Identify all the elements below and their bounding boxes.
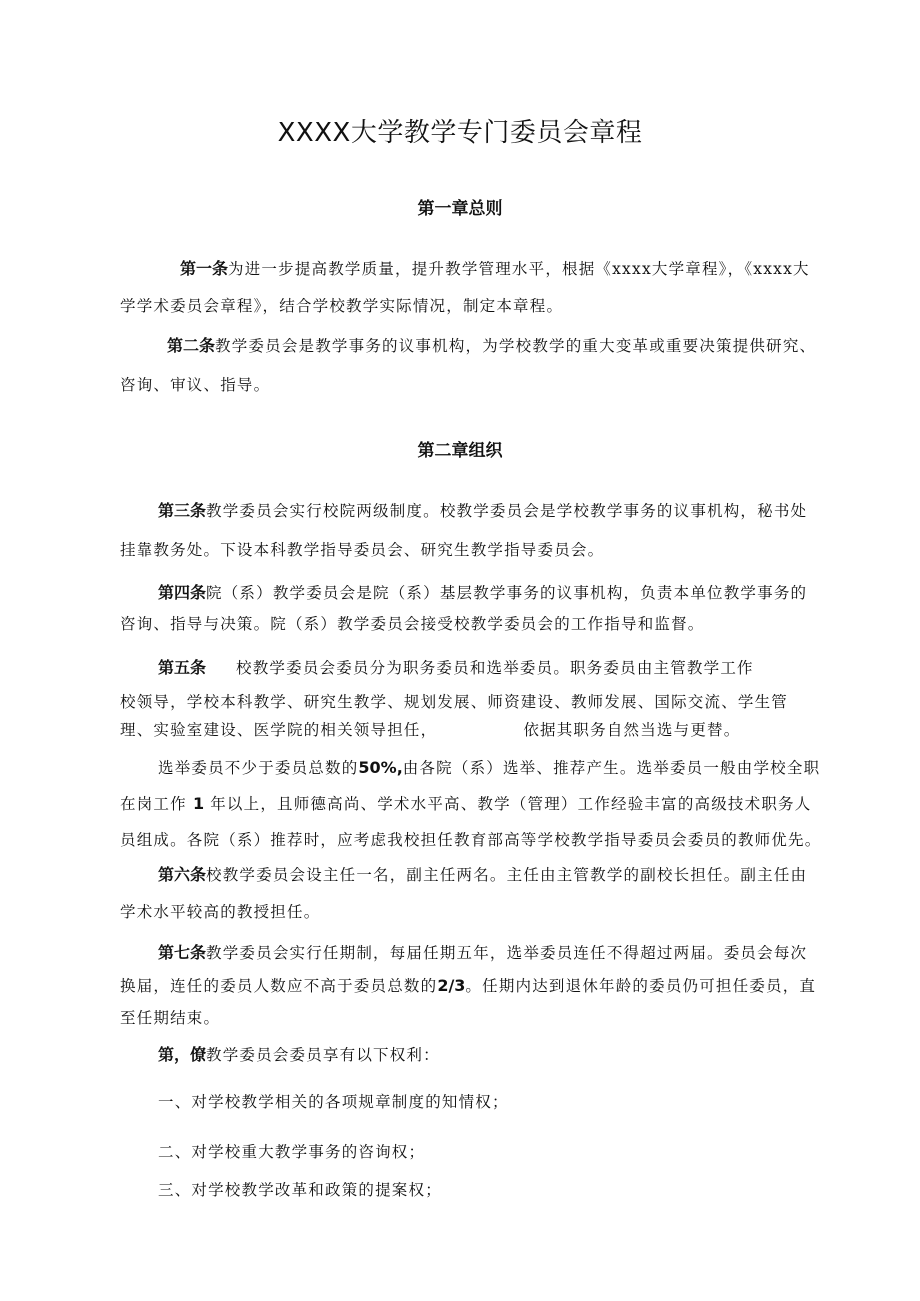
article-1-text-1: 为进一步提高教学质量，提升教学管理水平，根据《xxxx大学章程》，《xxxx大 [228, 260, 810, 278]
article-5-text-3a: 理、实验室建设、医学院的相关领导担任， [120, 721, 438, 739]
article-7-line-1 [158, 940, 807, 963]
article-4-line-2: 咨询、指导与决策。院（系）教学委员会接受校教学委员会的工作指导和监督。 [120, 615, 705, 633]
article-3-label: 第三条 [158, 501, 207, 520]
article-5-para-2-line-1 [158, 756, 820, 778]
rights-item-2: 二、对学校重大教学事务的咨询权； [158, 1143, 426, 1161]
article-4-text-1: 院（系）教学委员会是院（系）基层教学事务的议事机构，负责本单位教学事务的 [206, 584, 808, 602]
rights-item-1: 一、对学校教学相关的各项规章制度的知情权； [158, 1093, 509, 1111]
article-7-line-2 [120, 974, 816, 996]
article-7-line-3: 至任期结束。 [120, 1009, 221, 1027]
article-5-text-3b: 依据其职务自然当选与更替。 [523, 721, 741, 739]
article-7-text-1: 教学委员会实行任期制，每届任期五年，选举委员连任不得超过两届。委员会每次 [206, 944, 808, 962]
article-2-line-1 [167, 333, 816, 356]
chapter-heading-1: 第一章总则 [417, 199, 503, 219]
article-6-line-2: 学术水平较高的教授担任。 [120, 903, 321, 921]
page-title: XXXX大学教学专门委员会章程 [277, 118, 643, 148]
article-6-text-1: 校教学委员会设主任一名，副主任两名。主任由主管教学的副校长担任。副主任由 [206, 866, 808, 884]
article-1-line-1 [180, 256, 810, 279]
article-8-text: 教学委员会委员享有以下权利： [206, 1046, 440, 1064]
article-5-p2-percent: 50%, [358, 758, 403, 777]
rights-item-3: 三、对学校教学改革和政策的提案权； [158, 1181, 442, 1199]
article-7-text-2a: 换届，连任的委员人数应不高于委员总数的 [120, 977, 438, 995]
article-5-p2-text-2b: 年以上，且师德高尚、学术水平高、教学（管理）工作经验丰富的高级技术职务人 [210, 795, 812, 813]
article-3-text-1: 教学委员会实行校院两级制度。校教学委员会是学校教学事务的议事机构，秘书处 [206, 502, 808, 520]
article-4-line-1 [158, 580, 807, 603]
chapter-heading-2: 第二章组织 [417, 441, 503, 461]
article-5-p2-number: 1 [192, 794, 205, 813]
article-6-label: 第六条 [158, 865, 207, 884]
article-5-text-1: 校教学委员会委员分为职务委员和选举委员。职务委员由主管教学工作 [236, 659, 754, 677]
article-7-label: 第七条 [158, 943, 207, 962]
article-4-label: 第四条 [158, 583, 207, 602]
article-5-p2-text-2a: 在岗工作 [120, 795, 187, 813]
article-6-line-1 [158, 862, 807, 885]
article-5-line-1 [158, 655, 754, 678]
article-1-line-2: 学学术委员会章程》，结合学校教学实际情况，制定本章程。 [120, 297, 564, 315]
article-3-line-2: 挂靠教务处。下设本科教学指导委员会、研究生教学指导委员会。 [120, 541, 605, 559]
article-2-label: 第二条 [167, 336, 216, 355]
article-3-line-1 [158, 498, 807, 521]
article-7-fraction: 2/3 [437, 976, 466, 995]
article-5-line-2: 校领导，学校本科教学、研究生教学、规划发展、师资建设、教师发展、国际交流、学生管 [120, 693, 789, 711]
article-5-p2-text-1a: 选举委员不少于委员总数的 [158, 759, 359, 777]
article-8-label: 第，僚 [158, 1045, 207, 1064]
article-5-line-3 [120, 718, 740, 740]
article-7-text-2b: 。任期内达到退休年龄的委员仍可担任委员，直 [465, 977, 817, 995]
article-2-line-2: 咨询、审议、指导。 [120, 376, 271, 394]
article-5-p2-text-1b: 由各院（系）选举、推荐产生。选举委员一般由学校全职 [402, 759, 821, 777]
article-1-label: 第一条 [180, 259, 229, 278]
article-2-text-1: 教学委员会是教学事务的议事机构，为学校教学的重大变革或重要决策提供研究、 [215, 337, 817, 355]
article-5-para-2-line-2 [120, 792, 811, 814]
article-5-label: 第五条 [158, 658, 207, 677]
article-5-para-2-line-3: 员组成。各院（系）推荐时，应考虑我校担任教育部高等学校教学指导委员会委员的教师优先。 [120, 831, 822, 849]
article-8-line-1 [158, 1042, 440, 1065]
